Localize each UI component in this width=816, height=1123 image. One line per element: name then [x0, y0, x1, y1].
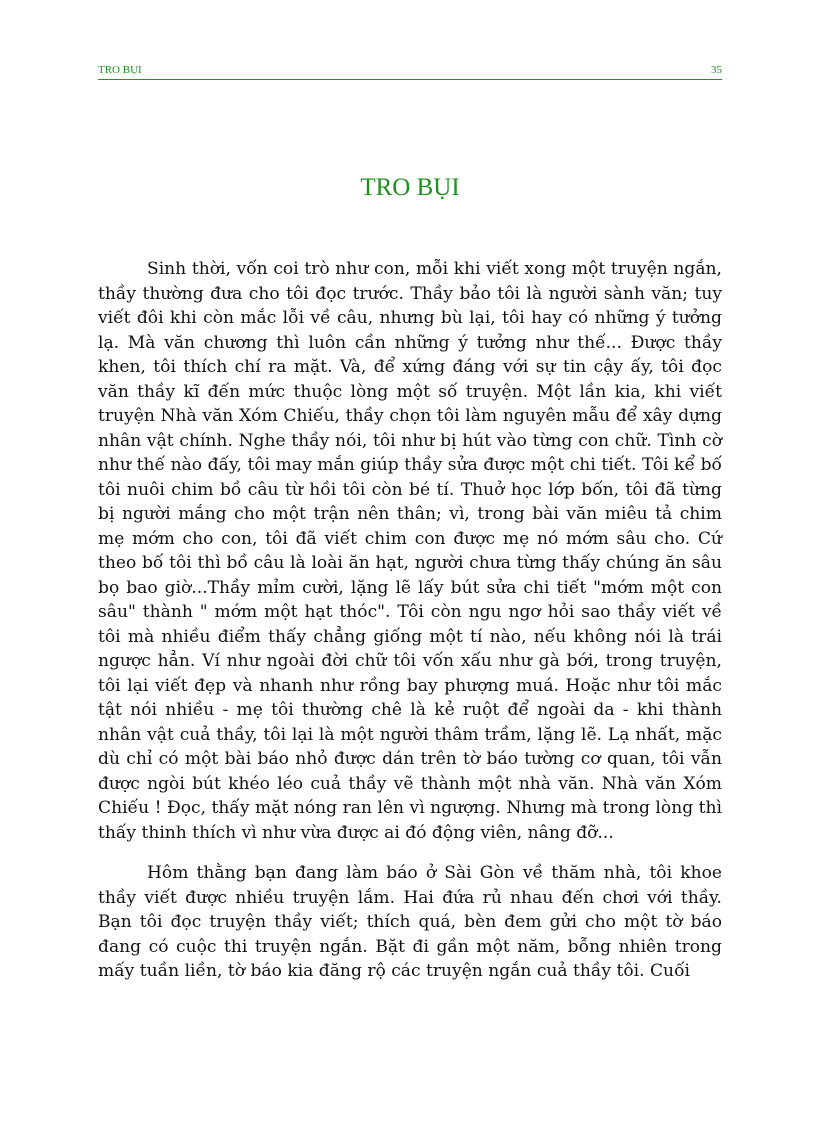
page-number: 35	[711, 64, 722, 76]
paragraph-1: Sinh thời, vốn coi trò như con, mỗi khi viết xong một truyện ngắn, thầy thường đưa cho tôi đọc trước. Thầy bảo tôi là người sành văn; tuy viết đôi khi còn mắc lỗi về câu, nhưng bù lại, tôi hay có những ý tưởng lạ. Mà văn chương thì luôn cần những ý tưởng như thế... Được thầy khen, tôi thích chí ra mặt. Và, để xứng đáng với sự tin cậy ấy, tôi đọc văn thầy kĩ đến mức thuộc lòng một số truyện. Một lần kia, khi viết truyện Nhà văn Xóm Chiếu, thầy chọn tôi làm nguyên mẫu để xây dựng nhân vật chính. Nghe thầy nói, tôi như bị hút vào từng con chữ. Tình cờ như thế nào đấy, tôi may mắn giúp thầy sửa được một chi tiết. Tôi kể bố tôi nuôi chim bồ câu từ hồi tôi còn bé tí. Thuở học lớp bốn, tôi đã từng bị người mắng cho một trận nên thân; vì, trong bài văn miêu tả chim mẹ mớm cho con, tôi đã viết chim con được mẹ nó mớm sâu cho. Cứ theo bố tôi thì bồ câu là loài ăn hạt, người chưa từng thấy chúng ăn sâu bọ bao giờ...Thầy mỉm cười, lặng lẽ lấy bút sửa chi tiết "mớm một con sâu" thành " mớm một hạt thóc". Tôi còn ngu ngơ hỏi sao thầy viết về tôi mà nhiều điểm thấy chẳng giống một tí nào, nếu không nói là trái ngược hẳn. Ví như ngoài đời chữ tôi vốn xấu như gà bới, trong truyện, tôi lại viết đẹp và nhanh như rồng bay phượng muá. Hoặc như tôi mắc tật nói nhiều - mẹ tôi thường chê là kẻ ruột để ngoài da - khi thành nhân vật cuả thầy, tôi lại là một người thâm trầm, lặng lẽ. Lạ nhất, mặc dù chỉ có một bài báo nhỏ được dán trên tờ báo tường cơ quan, tôi vẫn được ngòi bút khéo léo cuả thầy vẽ thành một nhà văn. Nhà văn Xóm Chiếu ! Đọc, thấy mặt nóng ran lên vì ngượng. Nhưng mà trong lòng thì thấy thinh thích vì như vừa được ai đó động viên, nâng đỡ...	[98, 259, 722, 843]
running-header	[98, 63, 722, 80]
story-body	[98, 257, 722, 984]
story-title: TRO BỤI	[360, 174, 460, 201]
running-header-title: TRO BỤI	[98, 64, 142, 76]
paragraph-2: Hôm thằng bạn đang làm báo ở Sài Gòn về thăm nhà, tôi khoe thầy viết được nhiều truyện lắm. Hai đứa rủ nhau đến chơi với thầy. Bạn tôi đọc truyện thầy viết; thích quá, bèn đem gửi cho một tờ báo đang có cuộc thi truyện ngắn. Bặt đi gần một năm, bỗng nhiên trong mấy tuần liền, tờ báo kia đăng rộ các truyện ngắn cuả thầy tôi. Cuối	[98, 863, 722, 981]
